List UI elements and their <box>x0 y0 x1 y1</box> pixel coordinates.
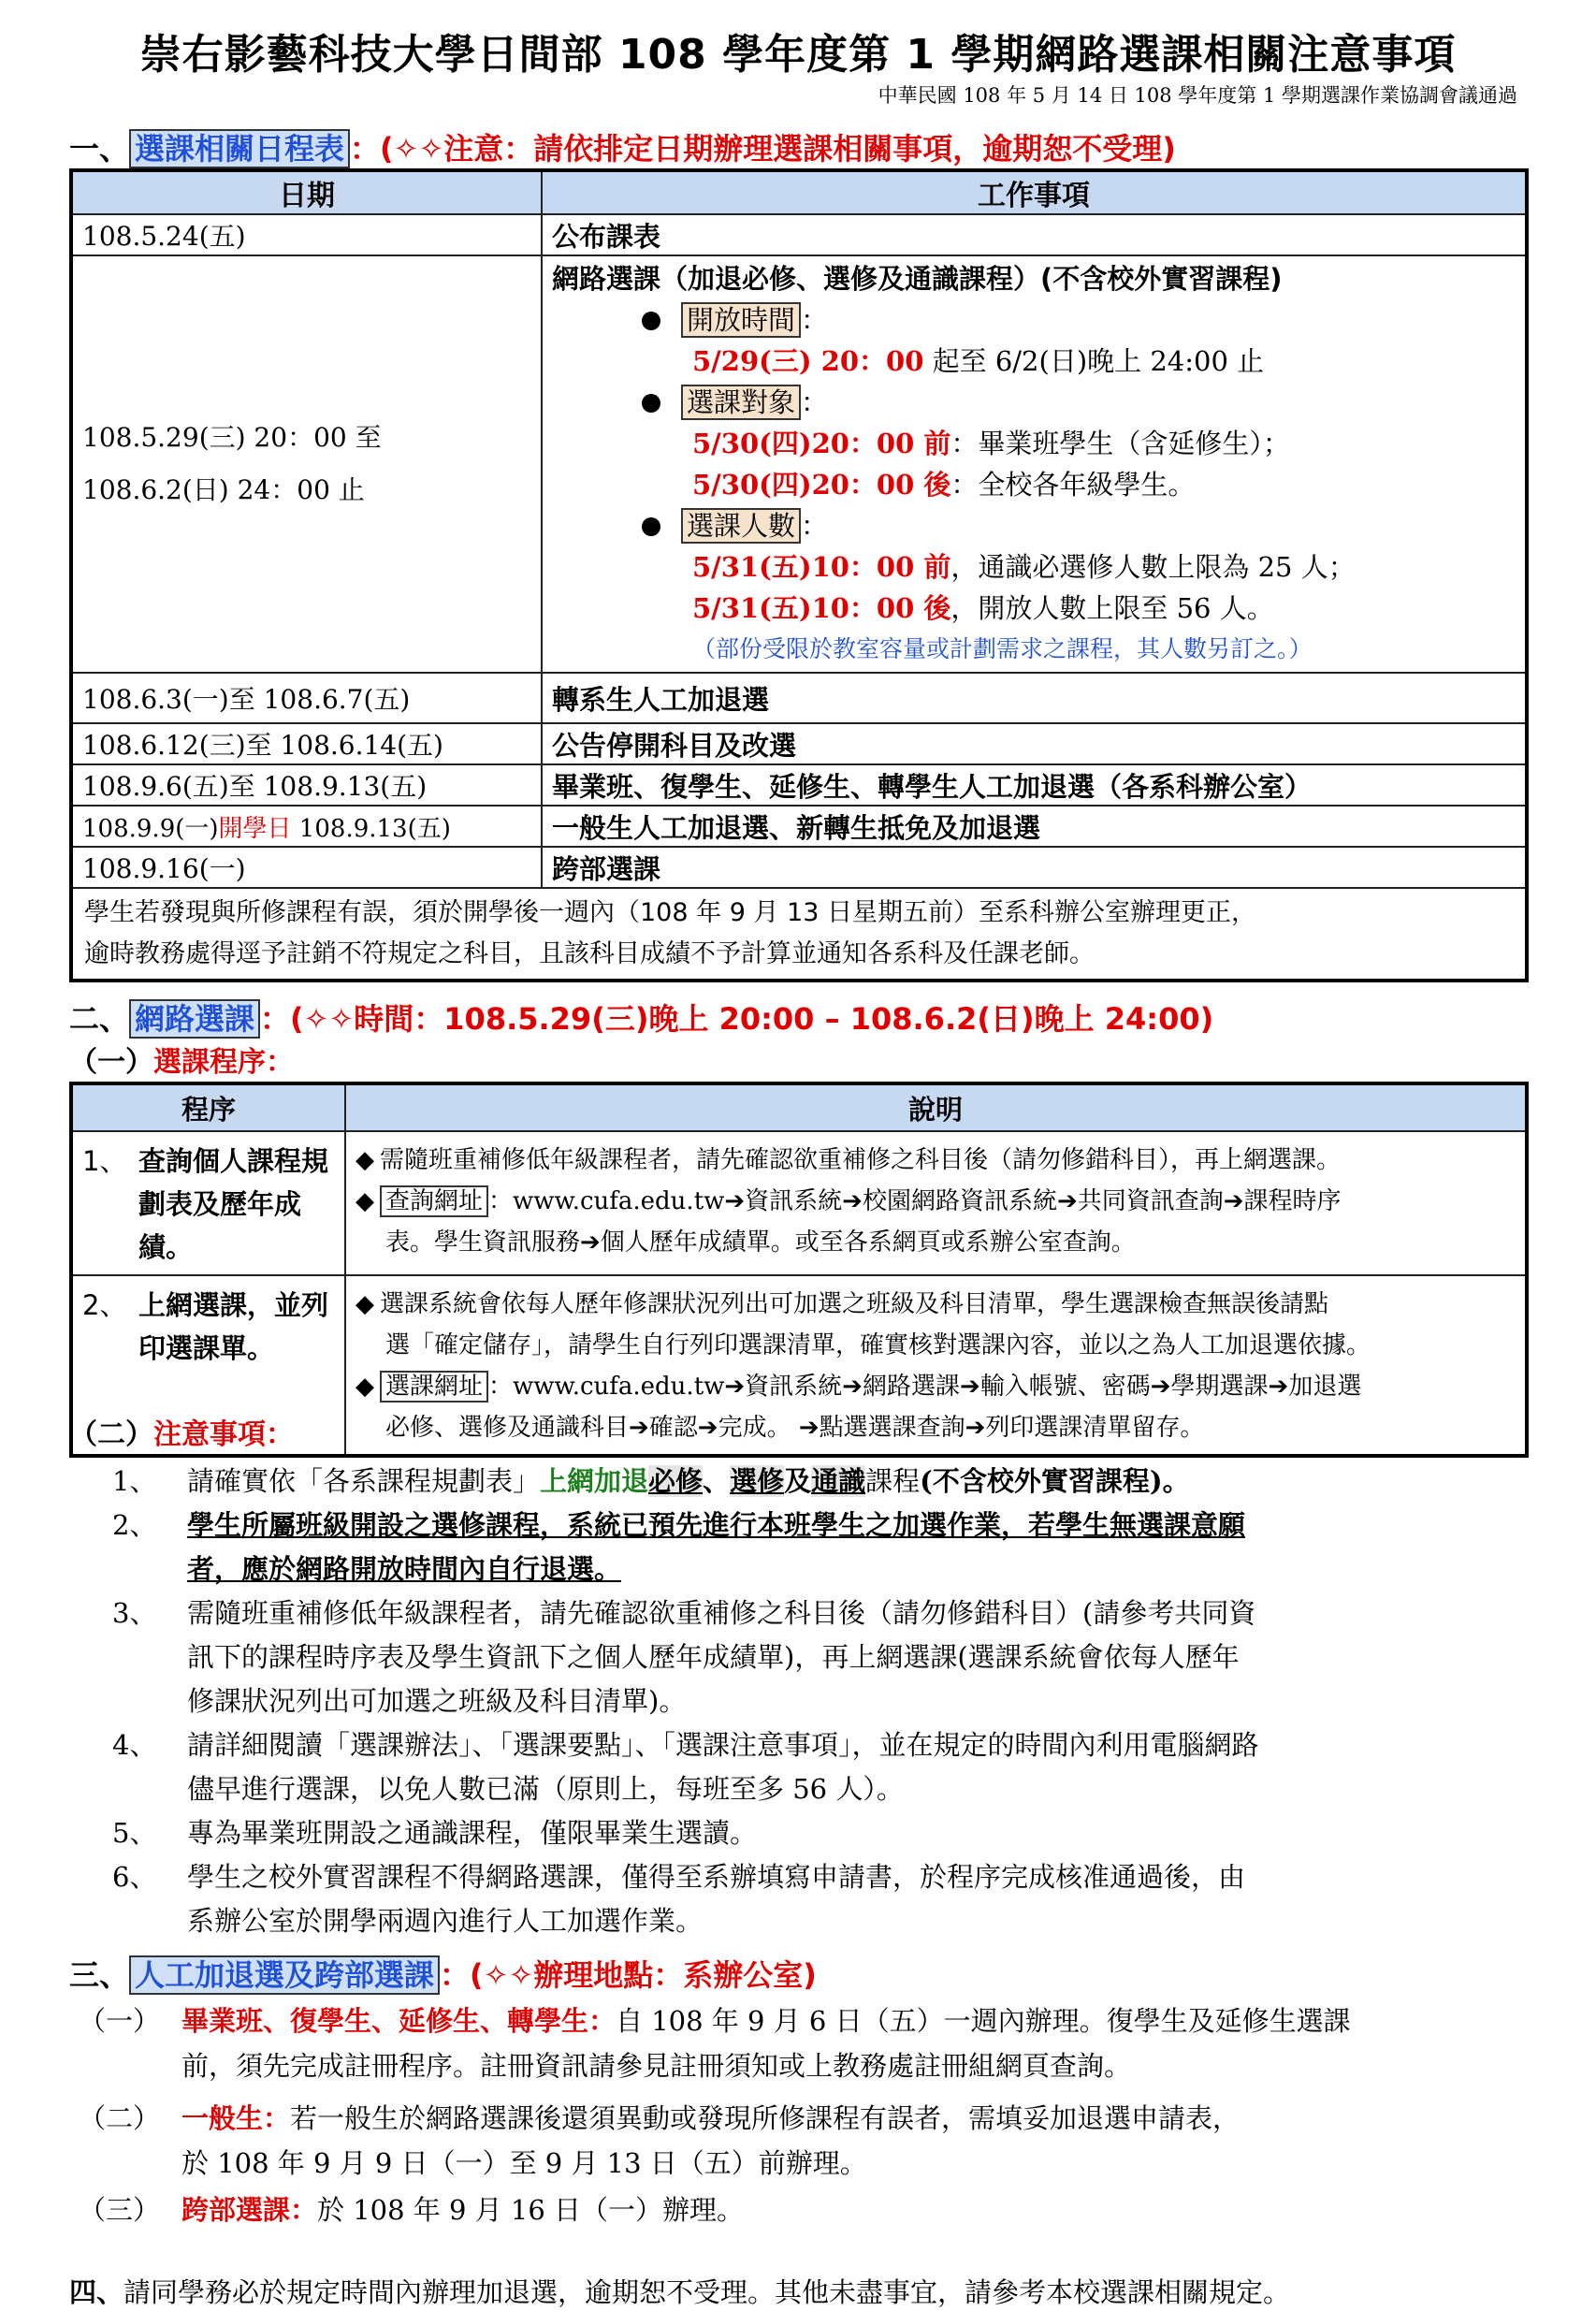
section-2-label: 網路選課 <box>129 999 260 1039</box>
section-4-statement <box>69 2272 1290 2310</box>
diamond-bullet-icon: ◆ <box>355 1187 374 1215</box>
table-row <box>71 214 1527 255</box>
school-start-label: 開學日 <box>218 814 292 843</box>
capacity-line-1: 5/31(五)10：00 前，通識必選修人數上限為 25 人； <box>692 551 1356 583</box>
section-4-number: 四、 <box>69 2276 124 2308</box>
table-row <box>71 255 1527 673</box>
manual-selection-item: （二） 一般生：若一般生於網路選課後還須異動或發現所修課程有誤者，需填妥加退選申請表， 於 108 年 9 月 9 日（一）至 9 月 13 日（五）前辦理。 <box>79 2102 1241 2179</box>
tag-capacity: 選課人數 <box>681 508 801 544</box>
selection-url-label: 選課網址 <box>380 1371 488 1403</box>
section-1-label: 選課相關日程表 <box>129 129 350 168</box>
query-url-label: 查詢網址 <box>380 1185 488 1217</box>
diamond-bullet-icon: ◆ <box>355 1373 374 1401</box>
date-column-header: 日期 <box>71 170 542 214</box>
table-footnote: 學生若發現與所修課程有誤，須於開學後一週內（108 年 9 月 13 日星期五前）至系科辦公室辦理更正， 逾時教務處得逕予註銷不符規定之科目，且該科目成績不予計算並通知各系科及任課老師。 <box>71 888 1527 981</box>
manual-selection-item: （一） 畢業班、復學生、延修生、轉學生：自 108 年 9 月 6 日（五）一週內辦理。復學生及延修生選課 前，須先完成註冊程序。註冊資訊請參見註冊須知或上教務處註冊組網頁查詢。 <box>79 2005 1351 2082</box>
row-date: 108.5.24(五) <box>71 214 542 255</box>
section-3-number: 三、 <box>69 1957 130 1993</box>
row-work: 一般生人工加退選、新轉生抵免及加退選 <box>542 806 1527 847</box>
section-2-note: ：(✧✧時間：108.5.29(三)晚上 20:00 – 108.6.2(日)晚上 24:00) <box>260 1001 1214 1037</box>
procedure-step: 2、 上網選課，並列印選課單。 <box>71 1275 345 1456</box>
section-3-note: ：(✧✧辦理地點：系辦公室) <box>440 1957 817 1993</box>
section-3-label: 人工加退選及跨部選課 <box>129 1955 440 1995</box>
section-3-heading <box>69 1952 817 1995</box>
schedule-header-row <box>71 170 1527 214</box>
capacity-line-2: 5/31(五)10：00 後，開放人數上限至 56 人。 <box>692 592 1274 624</box>
schedule-table <box>69 168 1529 982</box>
note-item: 3、 需隨班重補修低年級課程者，請先確認欲重補修之科目後（請勿修錯科目）(請參考共同資 訊下的課程時序表及學生資訊下之個人歷年成績單)，再上網選課(選課系統會依每人歷年 修課狀況列出可加選之班級及科目清單)。 <box>112 1597 1256 1717</box>
procedure-header-row <box>71 1083 1527 1131</box>
section-1-note: ：(✧✧注意：請依排定日期辦理選課相關事項，逾期恕不受理) <box>350 131 1176 167</box>
work-column-header: 工作事項 <box>542 170 1527 214</box>
bullet-icon <box>642 312 660 330</box>
row-work: 轉系生人工加退選 <box>542 673 1527 723</box>
table-row <box>71 847 1527 888</box>
procedure-column-header: 程序 <box>71 1083 345 1131</box>
tag-open-time: 開放時間 <box>681 302 801 338</box>
approval-note: 中華民國 108 年 5 月 14 日 108 學年度第 1 學期選課作業協調會議通過 <box>878 84 1517 107</box>
note-item: 6、 學生之校外實習課程不得網路選課，僅得至系辦填寫申請書，於程序完成核准通過後，由 系辦公室於開學兩週內進行人工加選作業。 <box>112 1861 1246 1937</box>
row-work: 公告停開科目及改選 <box>542 723 1527 764</box>
section-2-number: 二、 <box>69 1001 130 1037</box>
bullet-capacity: 選課人數 ： <box>552 505 1516 546</box>
diamond-bullet-icon: ◆ <box>355 1146 374 1174</box>
date-line: 108.6.2(日) 24：00 止 <box>82 474 365 505</box>
row-date: 108.9.6(五)至 108.9.13(五) <box>71 764 542 806</box>
target-line-2: 5/30(四)20：00 後：全校各年級學生。 <box>692 469 1196 501</box>
subsection-notes-heading: （二）注意事項： <box>69 1418 294 1451</box>
row-work: 畢業班、復學生、延修生、轉學生人工加退選（各系科辦公室） <box>542 764 1527 806</box>
procedure-step: 1、 查詢個人課程規劃表及歷年成績。 <box>71 1131 345 1275</box>
description-column-header: 說明 <box>345 1083 1527 1131</box>
row-date: 108.6.12(三)至 108.6.14(五) <box>71 723 542 764</box>
tag-target: 選課對象 <box>681 385 801 420</box>
capacity-note: （部份受限於教室容量或計劃需求之課程，其人數另訂之。） <box>692 635 1313 662</box>
procedure-description: ◆ 選課系統會依每人歷年修課狀況列出可加選之班級及科目清單，學生選課檢查無誤後請點 選「確定儲存」，請學生自行列印選課清單，確實核對選課內容，並以之為人工加退選依據。 ◆ 選課網址 ：www.cufa.edu.tw➔資訊系統➔網路選課➔輸入帳號、密碼➔學期選課➔加退選 必修、選修及通識科目➔確認➔完成。 ➔點選選課查詢➔列印選課清單留存。 <box>345 1275 1527 1456</box>
row-date: 108.9.16(一) <box>71 847 542 888</box>
page-title: 崇右影藝科技大學日間部 108 學年度第 1 學期網路選課相關注意事項 <box>139 31 1457 79</box>
bullet-icon <box>642 517 660 536</box>
subsection-procedure-heading: （一）選課程序： <box>69 1046 294 1079</box>
note-item: 4、 請詳細閱讀「選課辦法」、「選課要點」、「選課注意事項」，並在規定的時間內利用電腦網路 儘早進行選課，以免人數已滿（原則上，每班至多 56 人）。 <box>112 1729 1259 1805</box>
section-1-number: 一、 <box>69 131 130 167</box>
diamond-bullet-icon: ◆ <box>355 1290 374 1318</box>
bullet-open-time: 開放時間 ： <box>552 299 1516 341</box>
note-item: 1、 請確實依「各系課程規劃表」上網加退必修、選修及通識課程(不含校外實習課程)。 <box>112 1465 1190 1497</box>
procedure-table <box>69 1082 1529 1458</box>
row-date <box>71 255 542 673</box>
row-date: 108.6.3(一)至 108.6.7(五) <box>71 673 542 723</box>
open-time-line: 5/29(三) 20：00 起至 6/2(日)晚上 24:00 止 <box>692 345 1265 377</box>
row-date: 108.9.9(一)開學日 108.9.13(五) <box>71 806 542 847</box>
date-line: 108.5.29(三) 20：00 至 <box>82 422 382 453</box>
online-selection-title: 網路選課（加退必修、選修及通識課程）(不含校外實習課程) <box>552 263 1283 295</box>
table-row <box>71 673 1527 723</box>
table-footnote-row <box>71 888 1527 981</box>
section-2-heading <box>69 996 1213 1039</box>
section-1-heading <box>69 125 1176 168</box>
manual-selection-item: （三） 跨部選課：於 108 年 9 月 16 日（一）辦理。 <box>79 2194 745 2226</box>
row-work: 公布課表 <box>542 214 1527 255</box>
note-item: 5、 專為畢業班開設之通識課程，僅限畢業生選讀。 <box>112 1817 758 1849</box>
row-work <box>542 255 1527 673</box>
row-work: 跨部選課 <box>542 847 1527 888</box>
table-row <box>71 1131 1527 1275</box>
table-row <box>71 806 1527 847</box>
bullet-target: 選課對象 ： <box>552 382 1516 423</box>
bullet-icon <box>642 394 660 413</box>
section-4-text: 請同學務必於規定時間內辦理加退選，逾期恕不受理。其他未盡事宜，請參考本校選課相關規定。 <box>123 2276 1291 2308</box>
target-line-1: 5/30(四)20：00 前：畢業班學生（含延修生）； <box>692 428 1290 459</box>
note-item: 2、 學生所屬班級開設之選修課程，系統已預先進行本班學生之加選作業，若學生無選課意願 者，應於網路開放時間內自行退選。 <box>112 1509 1246 1585</box>
table-row <box>71 764 1527 806</box>
table-row <box>71 723 1527 764</box>
procedure-description: ◆ 需隨班重補修低年級課程者，請先確認欲重補修之科目後（請勿修錯科目），再上網選課。 ◆ 查詢網址 ：www.cufa.edu.tw➔資訊系統➔校園網路資訊系統➔共同資訊查詢➔課程時序 表。學生資訊服務➔個人歷年成績單。或至各系網頁或系辦公室查詢。 <box>345 1131 1527 1275</box>
